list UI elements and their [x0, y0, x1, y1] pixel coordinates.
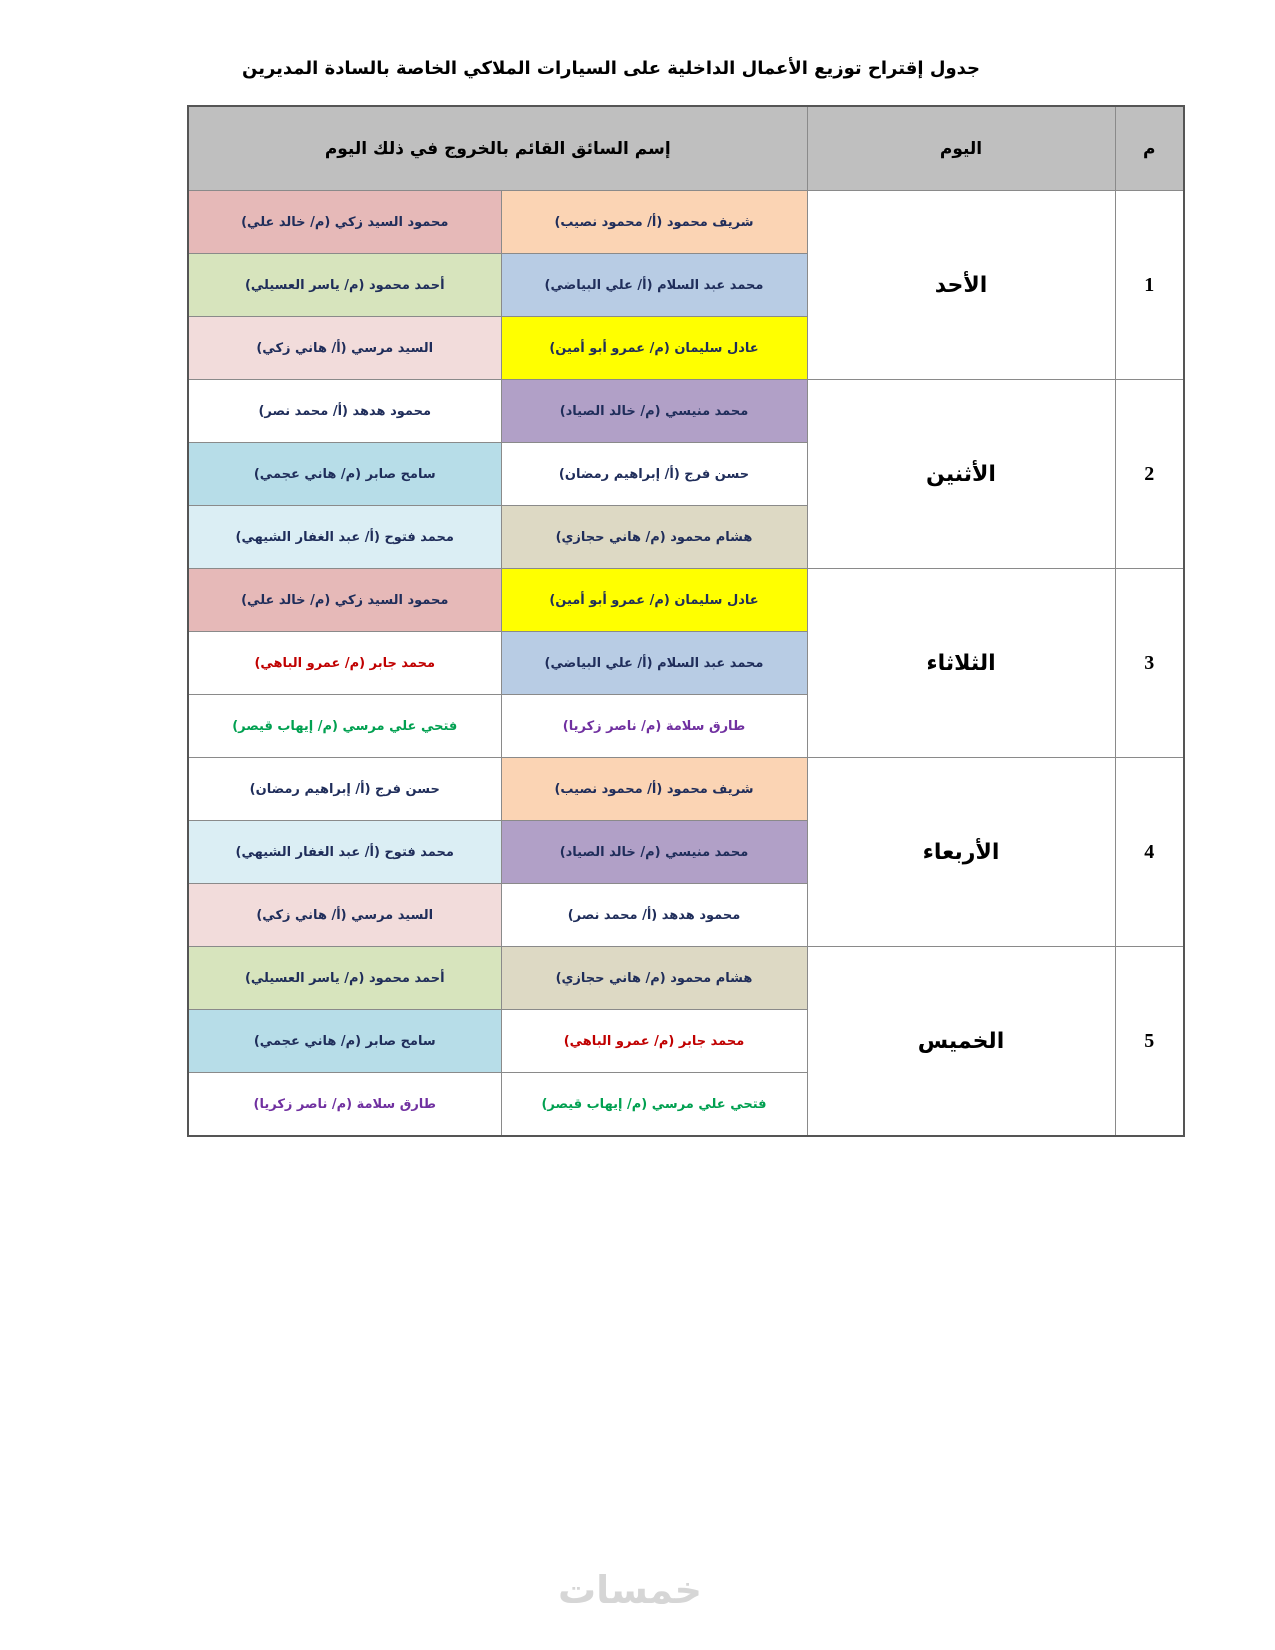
driver-cell: فتحي علي مرسي (م/ إيهاب قيصر)	[188, 695, 501, 758]
day-number: 3	[1115, 569, 1184, 758]
table-row	[188, 758, 1184, 821]
day-number: 1	[1115, 191, 1184, 380]
driver-cell: محمد عبد السلام (أ/ علي البياضي)	[501, 632, 807, 695]
driver-cell: محمود السيد زكي (م/ خالد علي)	[188, 191, 501, 254]
table-row	[188, 380, 1184, 443]
header-day: اليوم	[807, 106, 1115, 191]
driver-cell: هشام محمود (م/ هاني حجازي)	[501, 506, 807, 569]
driver-cell: فتحي علي مرسي (م/ إيهاب قيصر)	[501, 1073, 807, 1137]
driver-cell: عادل سليمان (م/ عمرو أبو أمين)	[501, 569, 807, 632]
page-title: جدول إقتراح توزيع الأعمال الداخلية على السيارات الملاكي الخاصة بالسادة المديرين	[242, 58, 980, 79]
driver-cell: طارق سلامة (م/ ناصر زكريا)	[501, 695, 807, 758]
driver-cell: شريف محمود (أ/ محمود نصيب)	[501, 191, 807, 254]
driver-cell: محمد منيسي (م/ خالد الصياد)	[501, 821, 807, 884]
driver-cell: السيد مرسي (أ/ هاني زكي)	[188, 317, 501, 380]
driver-cell: محمد جابر (م/ عمرو الباهي)	[188, 632, 501, 695]
day-name: الثلاثاء	[807, 569, 1115, 758]
driver-cell: عادل سليمان (م/ عمرو أبو أمين)	[501, 317, 807, 380]
header-row	[188, 106, 1184, 191]
day-name: الأثنين	[807, 380, 1115, 569]
khamsat-logo: خمسات	[558, 1568, 702, 1612]
day-name: الأحد	[807, 191, 1115, 380]
day-number: 5	[1115, 947, 1184, 1137]
driver-cell: حسن فرج (أ/ إبراهيم رمضان)	[501, 443, 807, 506]
driver-cell: هشام محمود (م/ هاني حجازي)	[501, 947, 807, 1010]
driver-cell: شريف محمود (أ/ محمود نصيب)	[501, 758, 807, 821]
driver-cell: محمد عبد السلام (أ/ علي البياضي)	[501, 254, 807, 317]
header-num: م	[1115, 106, 1184, 191]
header-driver: إسم السائق القائم بالخروج في ذلك اليوم	[188, 106, 807, 191]
schedule-table	[187, 105, 1185, 1137]
driver-cell: محمد فتوح (أ/ عبد الغفار الشيهي)	[188, 506, 501, 569]
day-name: الأربعاء	[807, 758, 1115, 947]
table-row	[188, 947, 1184, 1010]
driver-cell: السيد مرسي (أ/ هاني زكي)	[188, 884, 501, 947]
table-row	[188, 191, 1184, 254]
driver-cell: محمد منيسي (م/ خالد الصياد)	[501, 380, 807, 443]
driver-cell: طارق سلامة (م/ ناصر زكريا)	[188, 1073, 501, 1137]
driver-cell: محمود السيد زكي (م/ خالد علي)	[188, 569, 501, 632]
driver-cell: سامح صابر (م/ هاني عجمي)	[188, 1010, 501, 1073]
driver-cell: حسن فرج (أ/ إبراهيم رمضان)	[188, 758, 501, 821]
driver-cell: محمود هدهد (أ/ محمد نصر)	[188, 380, 501, 443]
driver-cell: محمد جابر (م/ عمرو الباهي)	[501, 1010, 807, 1073]
day-number: 4	[1115, 758, 1184, 947]
driver-cell: أحمد محمود (م/ ياسر العسيلي)	[188, 254, 501, 317]
day-number: 2	[1115, 380, 1184, 569]
driver-cell: محمد فتوح (أ/ عبد الغفار الشيهي)	[188, 821, 501, 884]
driver-cell: أحمد محمود (م/ ياسر العسيلي)	[188, 947, 501, 1010]
day-name: الخميس	[807, 947, 1115, 1137]
table-row	[188, 569, 1184, 632]
driver-cell: سامح صابر (م/ هاني عجمي)	[188, 443, 501, 506]
driver-cell: محمود هدهد (أ/ محمد نصر)	[501, 884, 807, 947]
